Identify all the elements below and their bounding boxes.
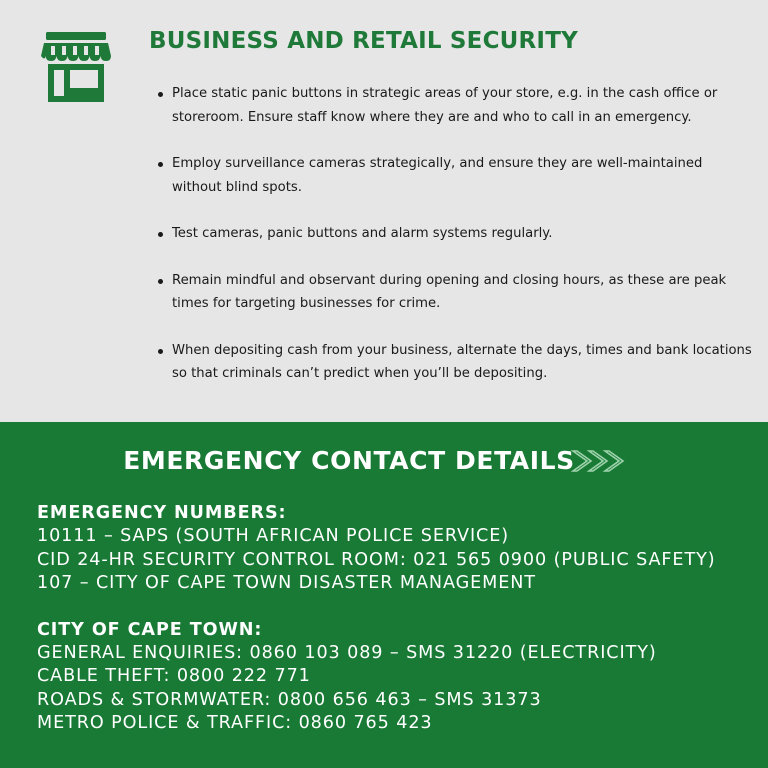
list-item: Remain mindful and observant during opening and closing hours, as these are peak times for targeting businesses for crime.	[156, 269, 752, 316]
spacer	[37, 596, 757, 619]
contact-line: 10111 – SAPS (SOUTH AFRICAN POLICE SERVICE)	[37, 526, 509, 547]
storefront-icon	[40, 30, 112, 102]
contacts-title: EMERGENCY CONTACT DETAILS	[123, 446, 575, 475]
list-item: Test cameras, panic buttons and alarm systems regularly.	[156, 222, 752, 246]
list-item: When depositing cash from your business, alternate the days, times and bank locations so that criminals can’t predict when you’ll be depositing.	[156, 339, 752, 386]
tips-list	[156, 82, 752, 409]
list-item: Employ surveillance cameras strategically, and ensure they are well-maintained without blind spots.	[156, 152, 752, 199]
emergency-contacts-section	[0, 422, 768, 768]
city-heading: CITY OF CAPE TOWN:	[37, 619, 263, 640]
contact-line: 107 – CITY OF CAPE TOWN DISASTER MANAGEMENT	[37, 573, 536, 594]
contact-line: GENERAL ENQUIRIES: 0860 103 089 – SMS 31220 (ELECTRICITY)	[37, 643, 657, 664]
emergency-numbers-heading: EMERGENCY NUMBERS:	[37, 503, 287, 523]
contact-line: ROADS & STORMWATER: 0800 656 463 – SMS 31373	[37, 689, 542, 710]
contact-line: CID 24-HR SECURITY CONTROL ROOM: 021 565 0900 (PUBLIC SAFETY)	[37, 549, 716, 570]
page-title: BUSINESS AND RETAIL SECURITY	[149, 28, 578, 54]
contact-line: METRO POLICE & TRAFFIC: 0860 765 423	[37, 713, 433, 734]
contact-line: CABLE THEFT: 0800 222 771	[37, 666, 311, 687]
list-item: Place static panic buttons in strategic areas of your store, e.g. in the cash office or storeroom. Ensure staff know where they are and who to call in an emergency.	[156, 82, 752, 129]
triple-chevron-right-icon	[571, 449, 627, 473]
contacts-block	[37, 502, 757, 736]
